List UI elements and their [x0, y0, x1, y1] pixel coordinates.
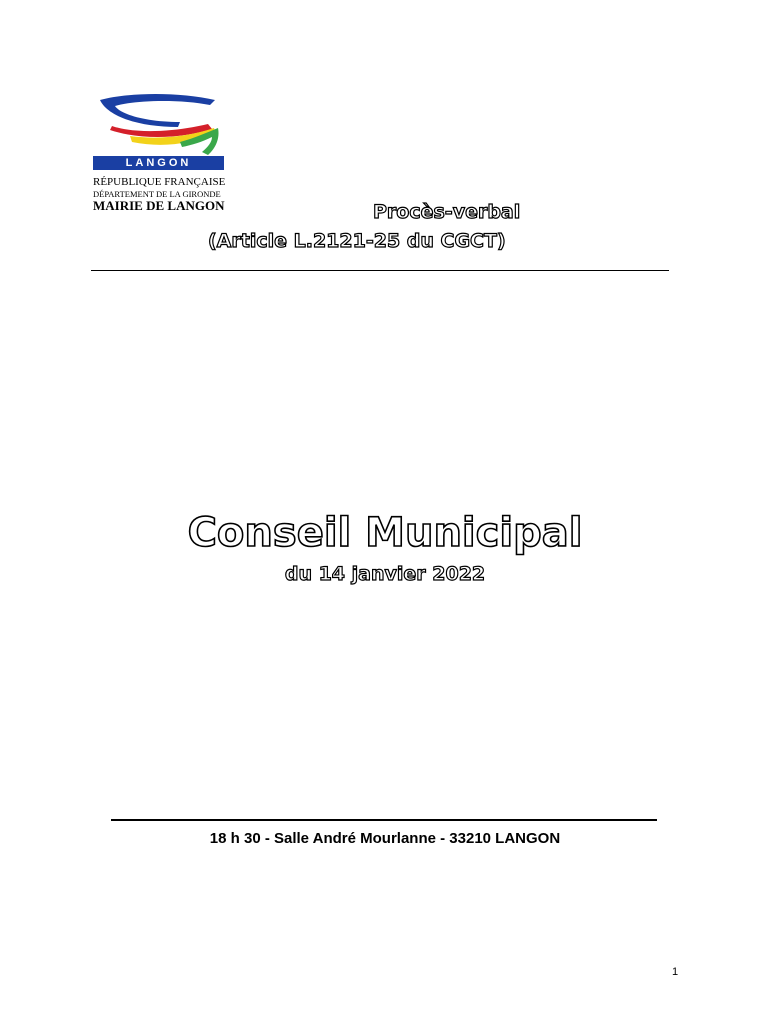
header-divider	[91, 270, 669, 271]
mairie-logo	[90, 92, 230, 212]
logo-department-text: DÉPARTEMENT DE LA GIRONDE	[93, 189, 221, 199]
article-reference: (Article L.2121-25 du CGCT)	[208, 230, 506, 252]
document-title: Procès-verbal	[373, 201, 521, 223]
council-date: du 14 janvier 2022	[284, 563, 486, 585]
meeting-info: 18 h 30 - Salle André Mourlanne - 33210 LANGON	[209, 830, 561, 847]
logo-banner: LANGON	[93, 156, 224, 170]
council-title: Conseil Municipal	[187, 510, 583, 556]
logo-mairie-text: MAIRIE DE LANGON	[93, 198, 225, 213]
logo-republic-text: RÉPUBLIQUE FRANÇAISE	[93, 176, 226, 188]
page-number: 1	[672, 966, 679, 978]
footer-divider	[111, 819, 657, 821]
langon-emblem-icon	[90, 92, 230, 158]
